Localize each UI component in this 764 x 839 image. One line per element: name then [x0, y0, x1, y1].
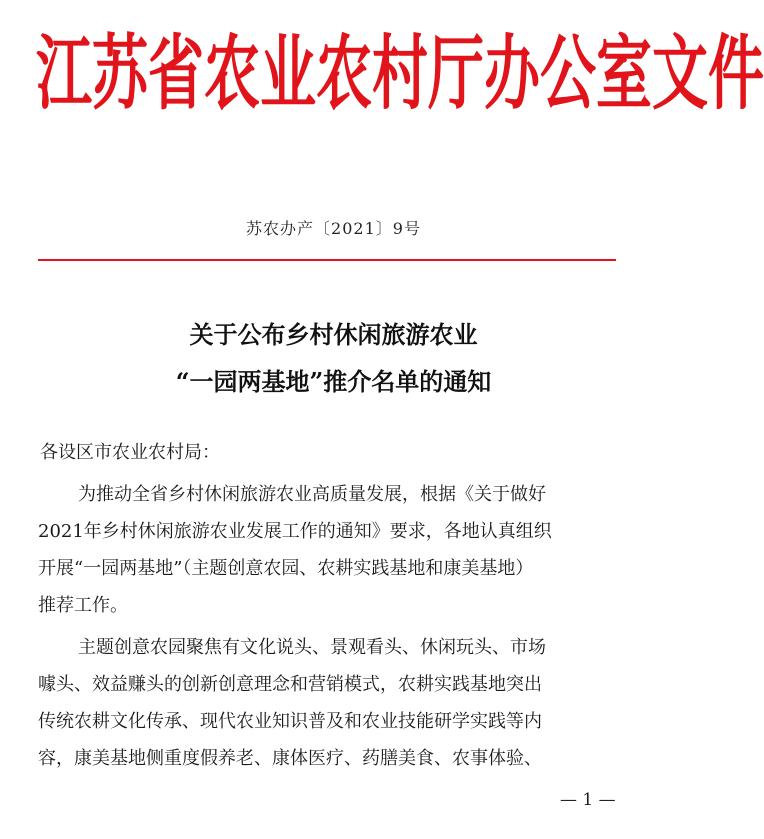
- paragraph-1-line-4: 推荐工作。: [38, 595, 128, 616]
- notice-title-line-1: 关于公布乡村休闲旅游农业: [189, 320, 478, 349]
- notice-title-line-2: “一园两基地”推介名单的通知: [175, 367, 492, 396]
- paragraph-1-line-2: 2021年乡村休闲旅游农业发展工作的通知》要求，各地认真组织: [38, 521, 552, 542]
- document-number: 苏农办产〔2021〕9号: [246, 219, 421, 238]
- paragraph-1-line-1: 为推动全省乡村休闲旅游农业高质量发展，根据《关于做好: [78, 484, 546, 505]
- issuing-authority-title: 江苏省农业农村厅办公室文件: [36, 26, 764, 122]
- paragraph-2-line-4: 容，康美基地侧重度假养老、康体医疗、药膳美食、农事体验、: [38, 748, 542, 769]
- page-number: — 1 —: [560, 790, 616, 810]
- paragraph-2-line-2: 噱头、效益赚头的创新创意理念和营销模式，农耕实践基地突出: [38, 674, 542, 695]
- red-divider: [38, 259, 616, 261]
- paragraph-2-line-1: 主题创意农园聚焦有文化说头、景观看头、休闲玩头、市场: [78, 637, 546, 658]
- salutation: 各设区市农业农村局：: [40, 442, 220, 463]
- paragraph-2-line-3: 传统农耕文化传承、现代农业知识普及和农业技能研学实践等内: [38, 711, 542, 732]
- paragraph-1-line-3: 开展“一园两基地”（主题创意农园、农耕实践基地和康美基地）: [38, 558, 534, 579]
